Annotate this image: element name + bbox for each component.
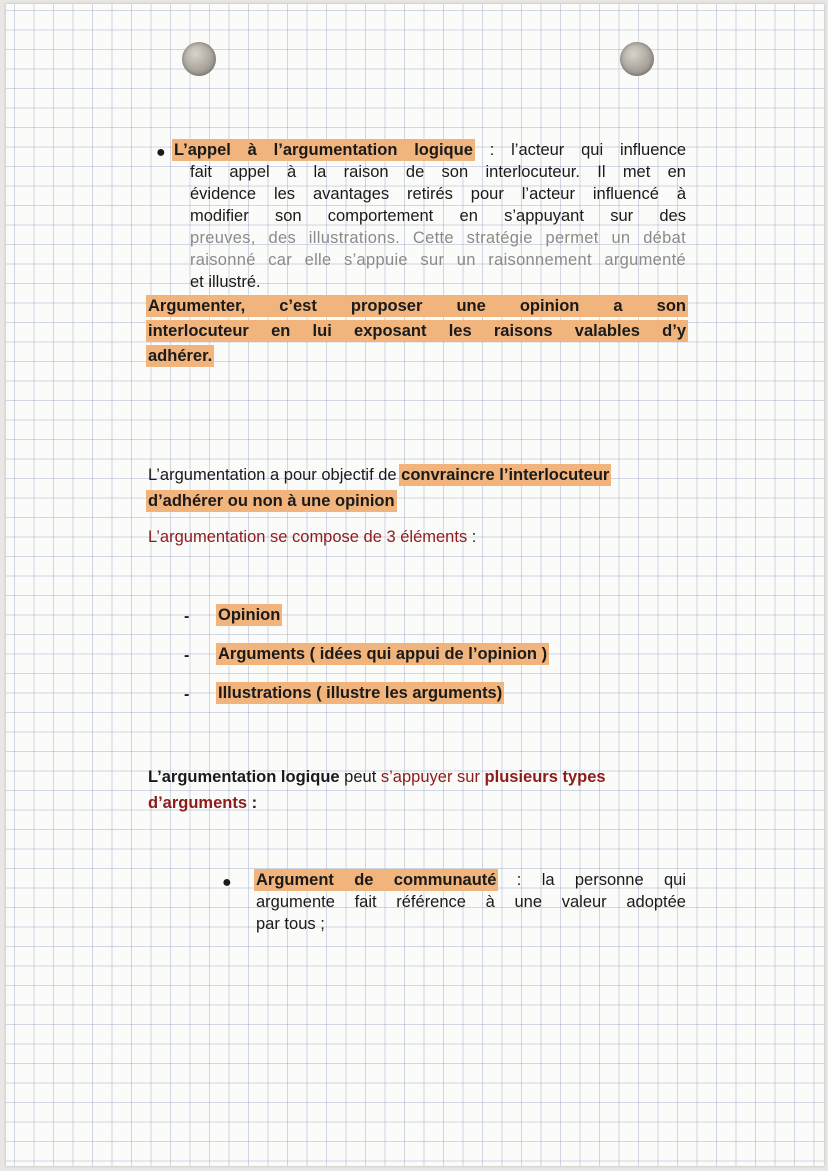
definition-line-2: interlocuteur en lui exposant les raisons valables d’y [148, 322, 686, 340]
community-line-3: par tous ; [256, 915, 325, 933]
community-line-2: argumente fait référence à une valeur adoptée [256, 893, 686, 911]
list-dash: - [184, 647, 190, 664]
paragraph-line-7: et illustré. [190, 273, 261, 291]
logical-appeal-paragraph [174, 139, 686, 293]
paragraph-line-5: preuves, des illustrations. Cette stratégie permet un débat [190, 229, 686, 247]
bullet-dot-icon: ● [222, 874, 232, 891]
argument-types-statement [148, 764, 693, 816]
types-line-1: L’argumentation logique peut s’appuyer sur plusieurs types [148, 768, 606, 786]
list-item-opinion: Opinion [218, 606, 281, 624]
community-line-1: Argument de communauté : la personne qui [256, 871, 686, 889]
paragraph-line-3: évidence les avantages retirés pour l’acteur influencé à [190, 185, 686, 203]
bullet-dot-icon: ● [156, 144, 166, 161]
punch-hole-right [620, 42, 654, 76]
paragraph-line-6: raisonné car elle s’appuie sur un raisonnement argumenté [190, 251, 686, 269]
list-dash: - [184, 608, 190, 625]
objective-line-1: L’argumentation a pour objectif de convraincre l’interlocuteur [148, 466, 610, 484]
paragraph-line-2: fait appel à la raison de son interlocuteur. Il met en [190, 163, 686, 181]
argue-definition [148, 294, 686, 369]
punch-hole-left [182, 42, 216, 76]
composition-statement: L’argumentation se compose de 3 éléments : [148, 528, 477, 546]
list-item-illustrations: Illustrations ( illustre les arguments) [218, 684, 503, 702]
definition-line-3: adhérer. [148, 347, 213, 365]
community-argument-paragraph [256, 869, 686, 935]
list-item-arguments: Arguments ( idées qui appui de l’opinion ) [218, 645, 548, 663]
definition-line-1: Argumenter, c’est proposer une opinion a son [148, 297, 686, 315]
notebook-page [6, 4, 824, 1166]
types-line-2: d’arguments : [148, 794, 258, 812]
list-dash: - [184, 686, 190, 703]
objective-statement [148, 462, 693, 514]
paragraph-line-1: L’appel à l’argumentation logique : l’acteur qui influence [174, 141, 686, 159]
paragraph-line-4: modifier son comportement en s’appuyant sur des [190, 207, 686, 225]
community-argument-term: Argument de communauté [256, 871, 497, 889]
objective-line-2: d’adhérer ou non à une opinion [148, 492, 395, 510]
logical-appeal-term: L’appel à l’argumentation logique [174, 141, 473, 159]
